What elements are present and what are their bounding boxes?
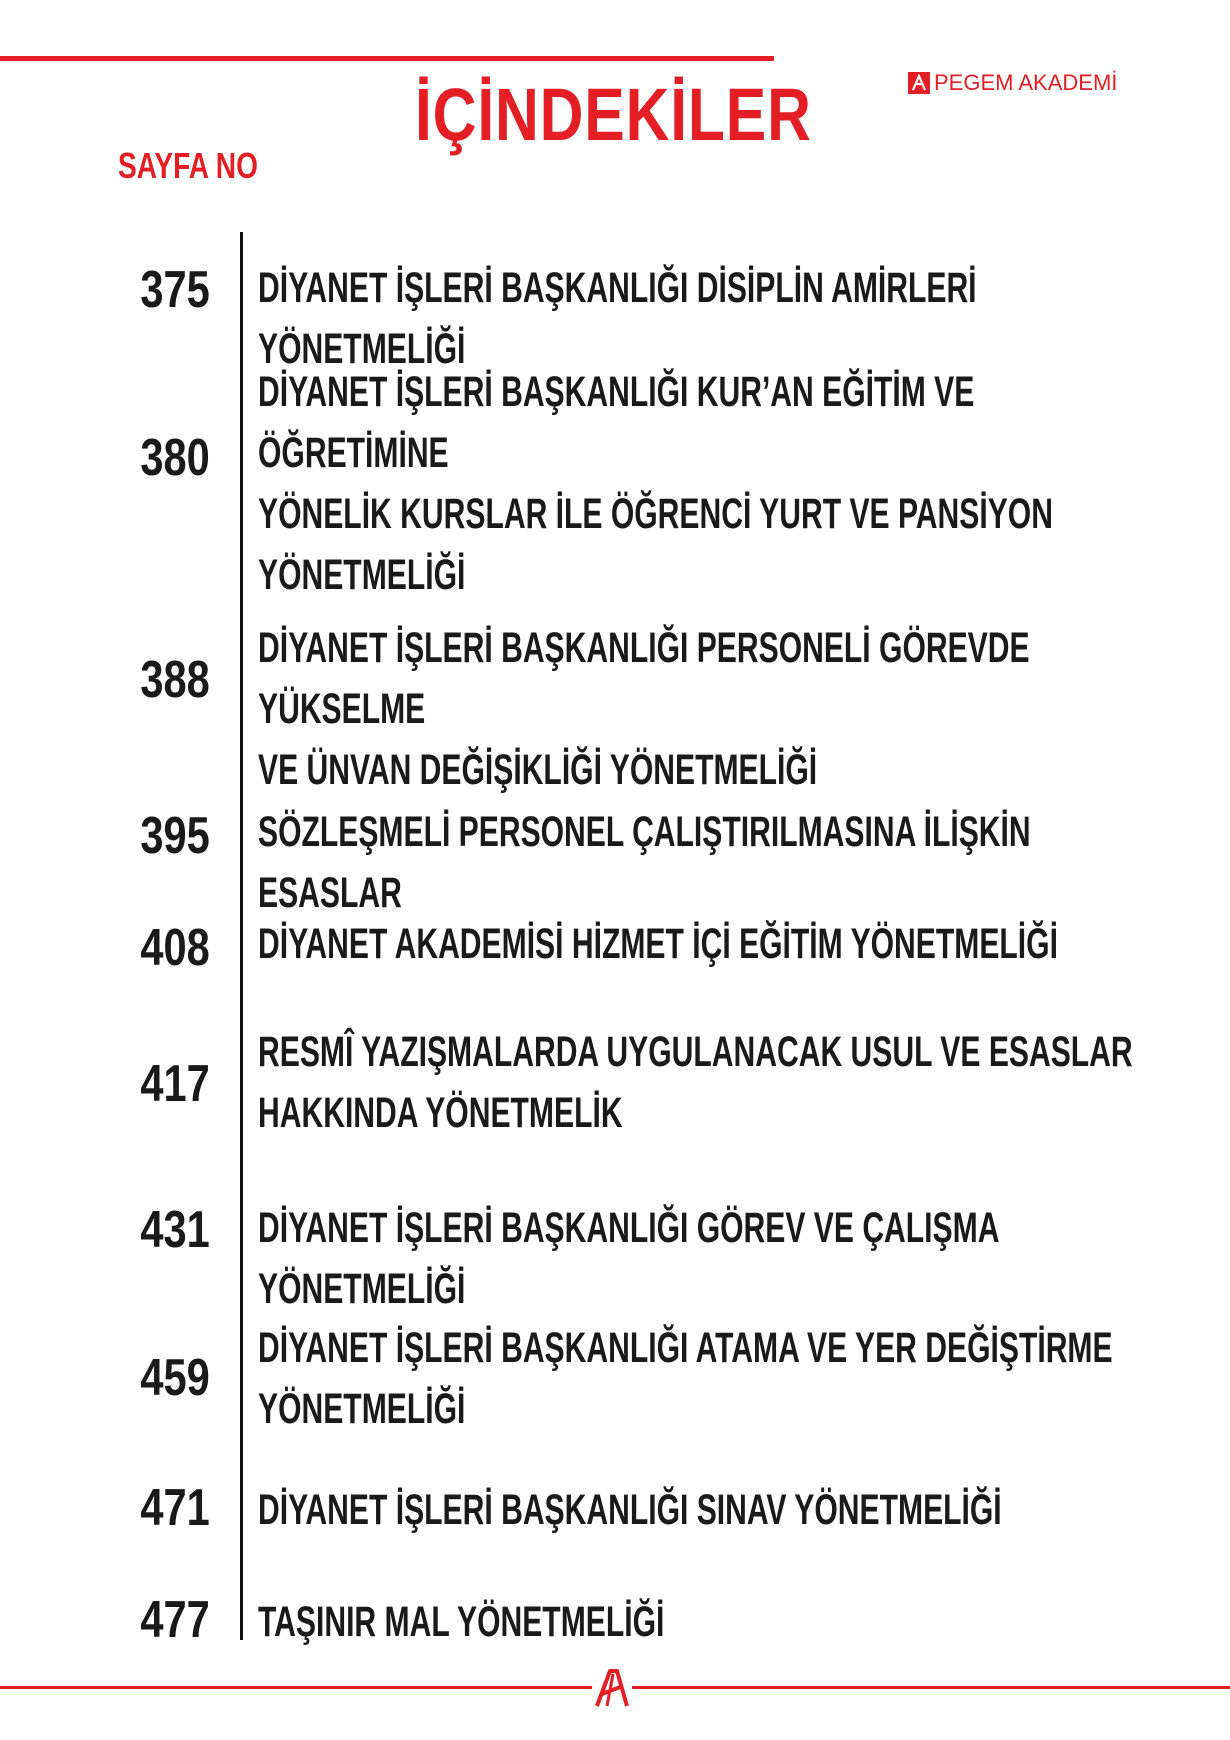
toc-page-number: 431: [140, 1201, 210, 1259]
toc-entry-title: DİYANET AKADEMİSİ HİZMET İÇİ EĞİTİM YÖNETMELİĞİ: [258, 920, 1058, 968]
toc-page-number: 388: [140, 651, 210, 709]
divider: [240, 232, 243, 1640]
toc-entry-title: DİYANET İŞLERİ BAŞKANLIĞI KUR’AN EĞİTİM VE ÖĞRETİMİNE YÖNELİK KURSLAR İLE ÖĞRENCİ YURT VE PANSİYON YÖNETMELİĞİ: [258, 368, 1053, 599]
toc-entry-title: DİYANET İŞLERİ BAŞKANLIĞI GÖREV VE ÇALIŞMA YÖNETMELİĞİ: [258, 1204, 999, 1313]
pegem-a-logo-icon: [592, 1667, 632, 1709]
toc-entry-title: DİYANET İŞLERİ BAŞKANLIĞI SINAV YÖNETMELİĞİ: [258, 1486, 1002, 1534]
toc-page-number: 375: [140, 261, 210, 319]
toc-entry-title: DİYANET İŞLERİ BAŞKANLIĞI PERSONELİ GÖREVDE YÜKSELME VE ÜNVAN DEĞİŞİKLİĞİ YÖNETMELİĞİ: [258, 624, 1030, 794]
toc-entry-title: TAŞINIR MAL YÖNETMELİĞİ: [258, 1598, 665, 1646]
toc-entry-title: DİYANET İŞLERİ BAŞKANLIĞI DİSİPLİN AMİRLERİ YÖNETMELİĞİ: [258, 264, 977, 373]
pegem-logo-icon: [908, 72, 930, 94]
toc-page-number: 471: [140, 1479, 210, 1537]
page-title: İÇİNDEKİLER: [415, 73, 812, 156]
toc-entry-title: DİYANET İŞLERİ BAŞKANLIĞI ATAMA VE YER DEĞİŞTİRME YÖNETMELİĞİ: [258, 1324, 1113, 1433]
top-rule: [0, 56, 774, 61]
toc-page-number: 417: [140, 1055, 210, 1113]
toc-entry-title: SÖZLEŞMELİ PERSONEL ÇALIŞTIRILMASINA İLİŞKİN ESASLAR: [258, 808, 1031, 917]
toc-page-number: 395: [140, 807, 210, 865]
toc-page-number: 408: [140, 919, 210, 977]
column-label-page-no: SAYFA NO: [118, 145, 258, 186]
toc-page-number: 459: [140, 1349, 210, 1407]
brand-name: PEGEM AKADEMİ: [934, 70, 1118, 95]
brand: [908, 70, 1117, 96]
toc-entry-title: RESMÎ YAZIŞMALARDA UYGULANACAK USUL VE ESASLAR HAKKINDA YÖNETMELİK: [258, 1028, 1133, 1137]
toc-page-number: 380: [140, 429, 210, 487]
toc-page-number: 477: [140, 1591, 210, 1649]
